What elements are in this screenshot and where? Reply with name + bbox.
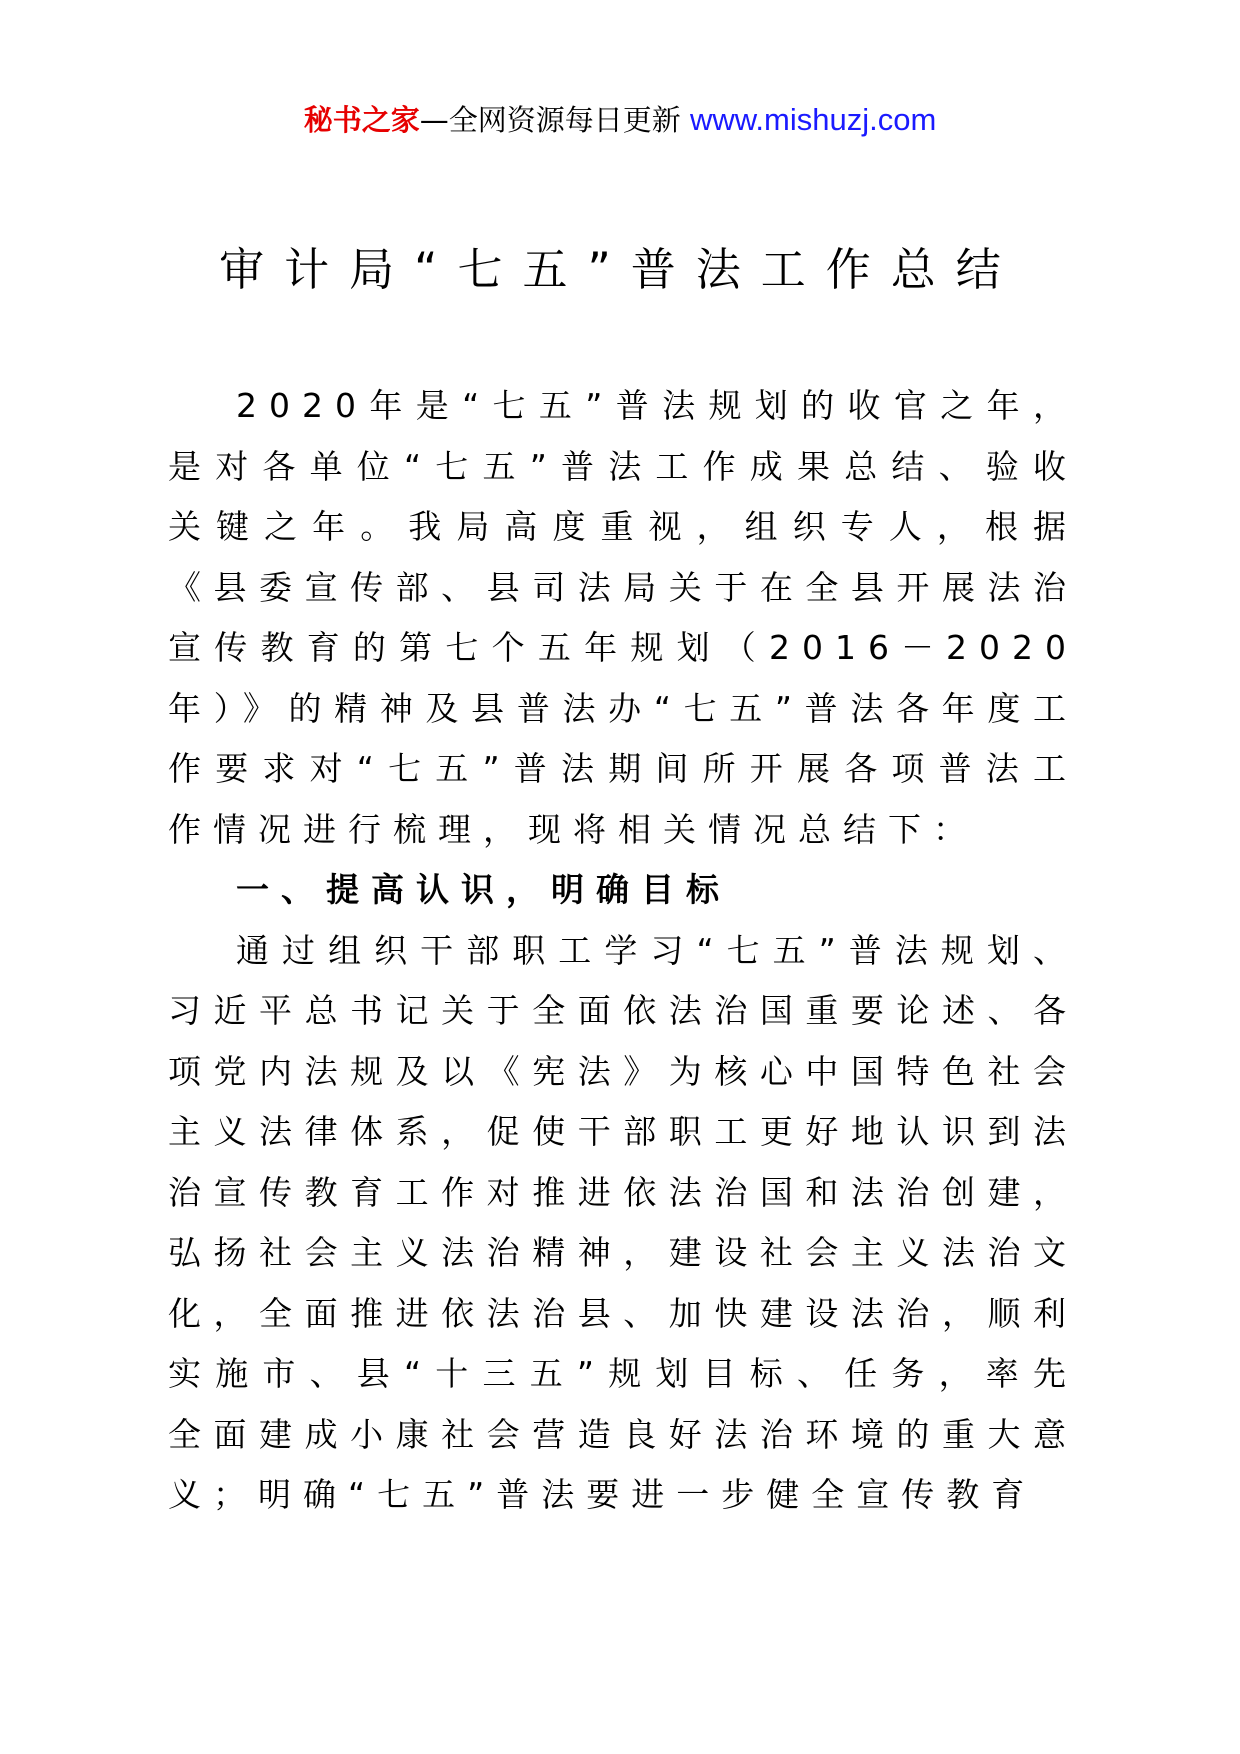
site-tagline: —全网资源每日更新 (419, 103, 681, 137)
document-title: 审计局“七五”普法工作总结 (219, 243, 1021, 296)
section-1-heading: 一、提高认识，明确目标 (236, 870, 731, 909)
document-body (168, 376, 1078, 1526)
brand-name: 秘书之家 (303, 103, 420, 137)
site-header (0, 100, 1240, 140)
section-1-paragraph: 通过组织干部职工学习“七五”普法规划、习近平总书记关于全面依法治国重要论述、各项党内法规及以《宪法》为核心中国特色社会主义法律体系，促使干部职工更好地认识到法治宣传教育工作对推进依法治国和法治创建，弘扬社会主义法治精神，建设社会主义法治文化，全面推进依法治县、加快建设法治，顺利实施市、县“十三五”规划目标、任务，率先全面建成小康社会营造良好法治环境的重大意义；明确“七五”普法要进一步健全宣传教育 (168, 930, 1078, 1514)
intro-paragraph: 2020年是“七五”普法规划的收官之年，是对各单位“七五”普法工作成果总结、验收关键之年。我局高度重视，组织专人，根据《县委宣传部、县司法局关于在全县开展法治宣传教育的第七个五年规划（2016－2020年）》的精神及县普法办“七五”普法各年度工作要求对“七五”普法期间所开展各项普法工作情况进行梳理，现将相关情况总结下： (168, 386, 1078, 849)
site-url-link[interactable]: www.mishuzj.com (689, 102, 937, 137)
